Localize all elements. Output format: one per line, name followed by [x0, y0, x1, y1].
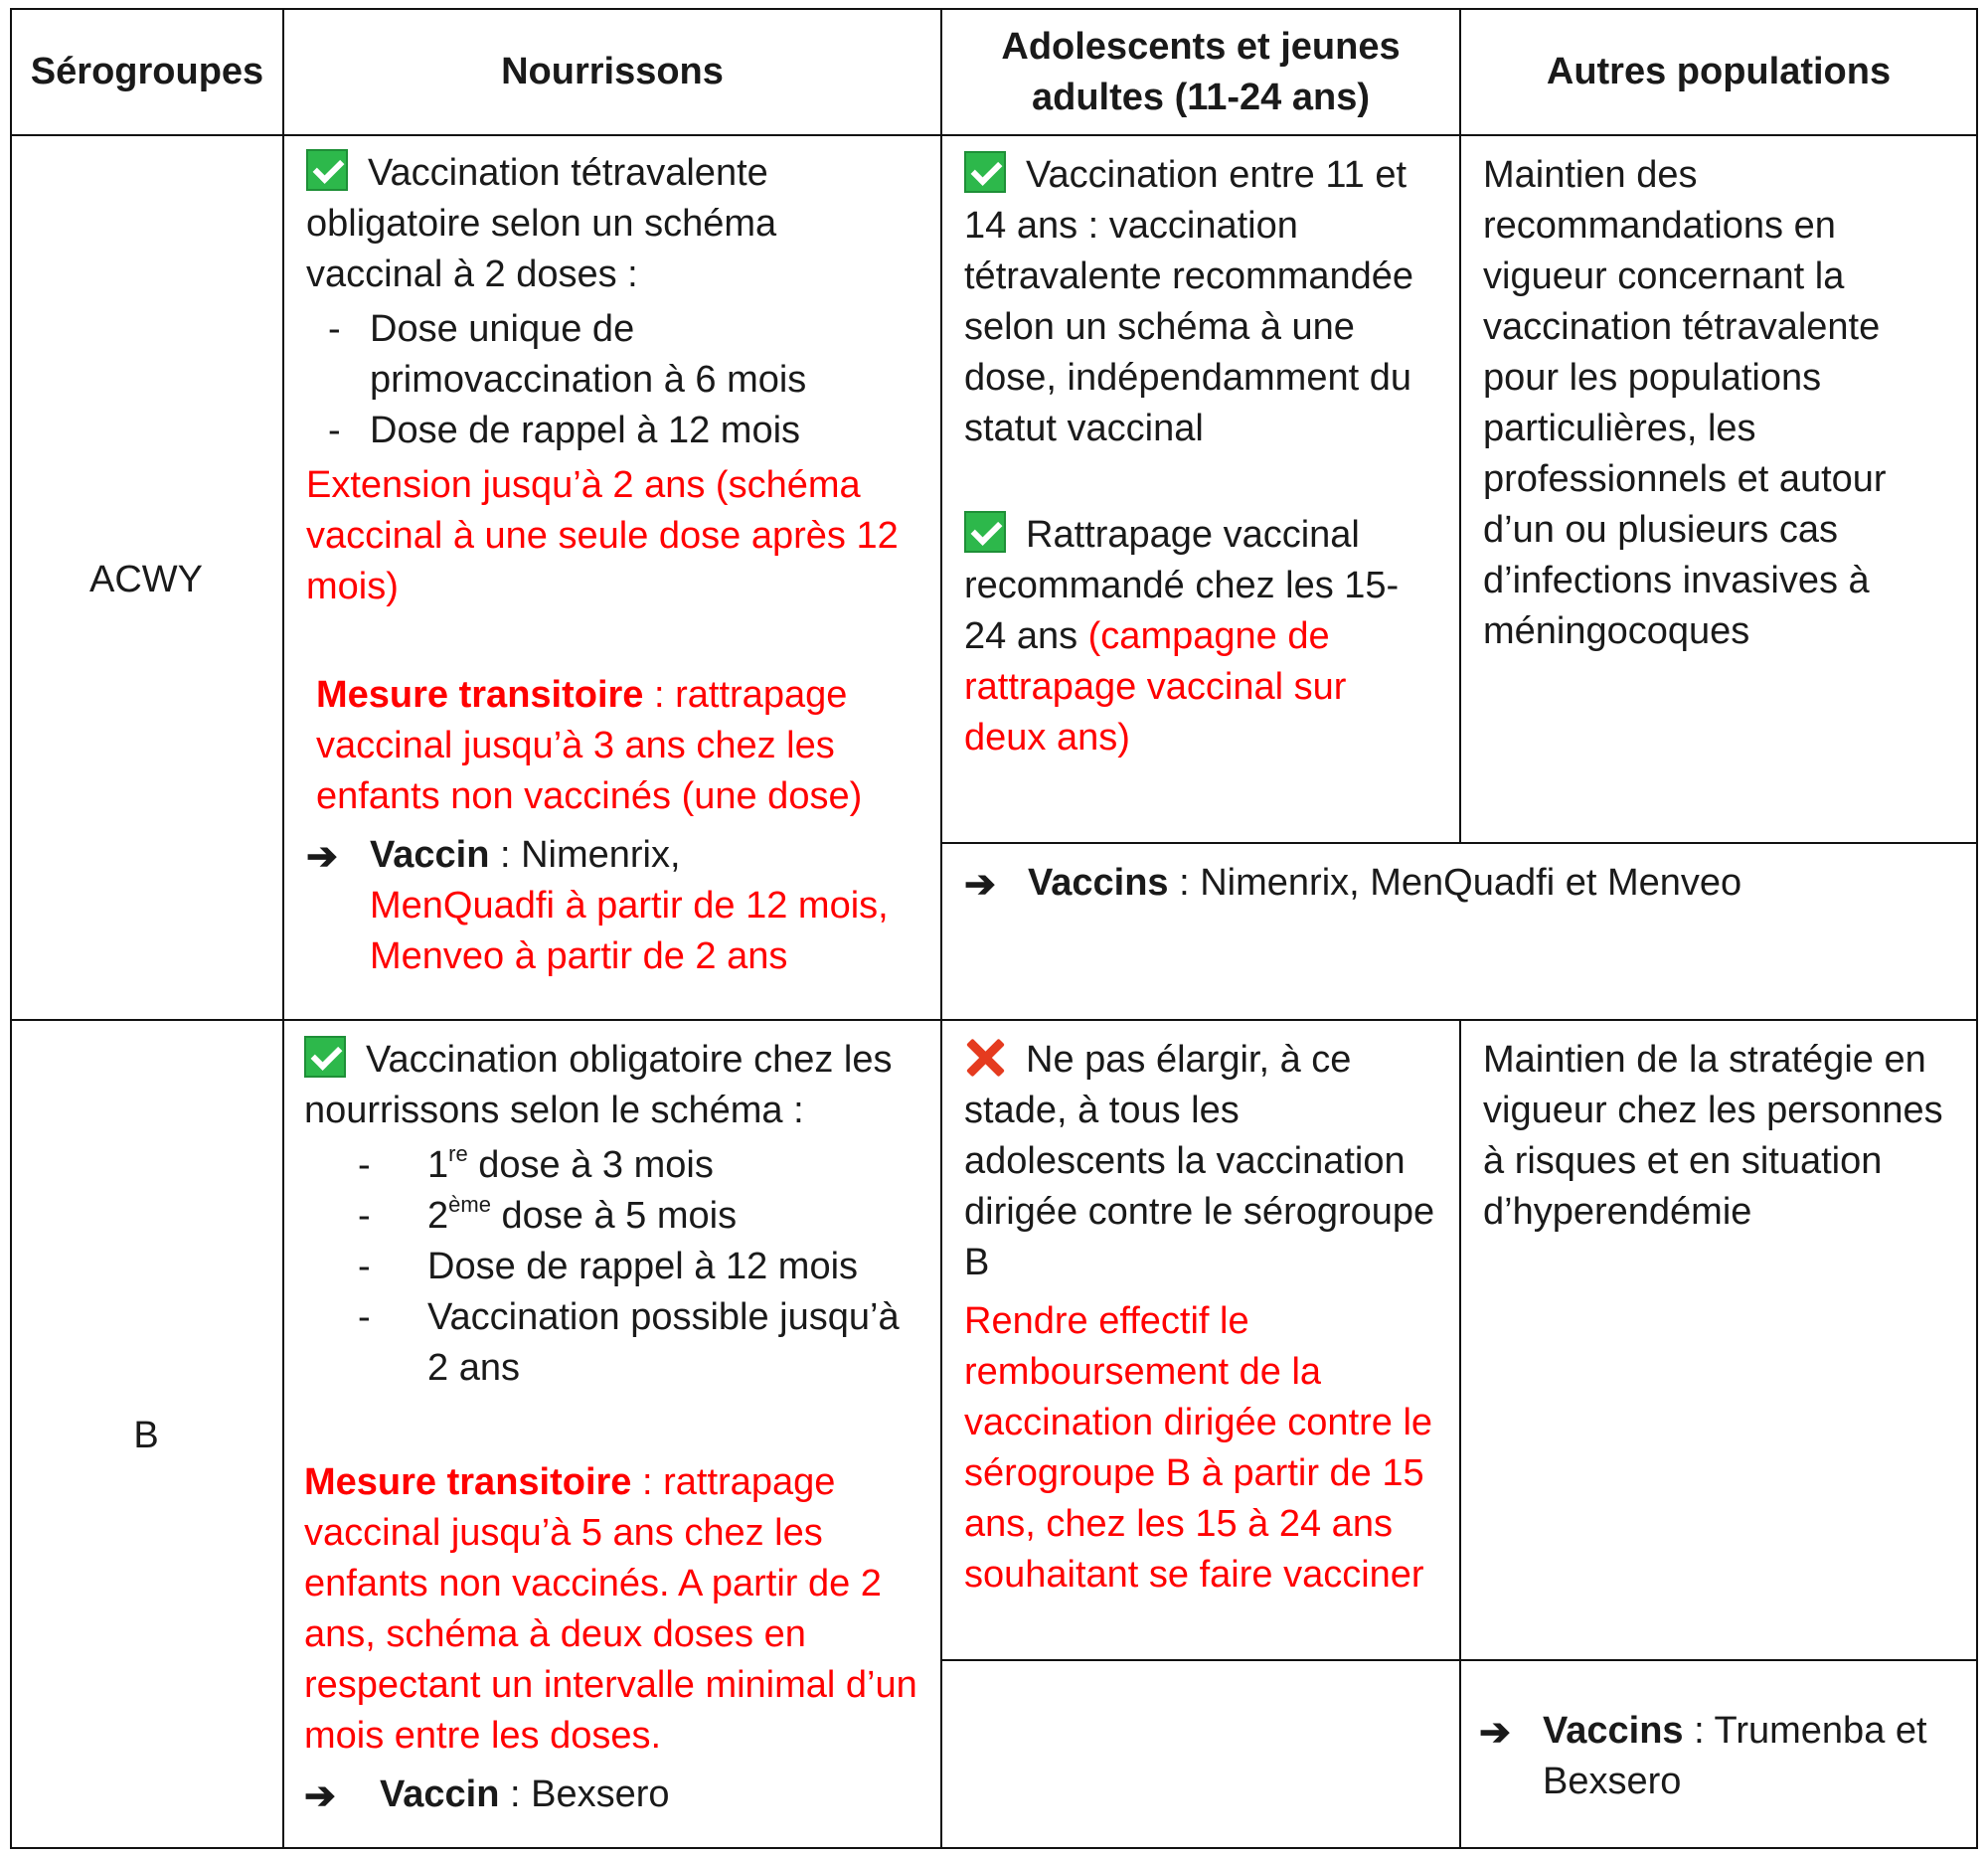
acwy-vaccins-cell: [941, 843, 1977, 1020]
vaccination-table: [10, 8, 1978, 1849]
list-item: - 2ème dose à 5 mois: [304, 1191, 930, 1242]
acwy-vaccins-line: ➔ Vaccins : Nimenrix, MenQuadfi et Menveo: [964, 858, 1952, 909]
acwy-vaccin-line: ➔ Vaccin : Nimenrix, MenQuadfi à partir de 12 mois, Menveo à partir de 2 ans: [306, 834, 889, 977]
b-vaccin-line: ➔ Vaccin : Bexsero: [304, 1770, 930, 1820]
acwy-nourrissons-intro: Vaccination tétravalente obligatoire selon un schéma vaccinal à 2 doses :: [306, 148, 916, 300]
arrow-right-icon: ➔: [1479, 1711, 1511, 1754]
check-box-icon: [964, 151, 1006, 193]
b-nourrissons-cell: [283, 1020, 941, 1848]
acwy-extension: Extension jusqu’à 2 ans (schéma vaccinal à une seule dose après 12 mois): [306, 464, 899, 607]
b-nourrissons-list: [304, 1140, 930, 1394]
list-item: - Dose de rappel à 12 mois: [304, 1242, 930, 1292]
header-nourrissons: Nourrissons: [283, 9, 941, 135]
b-autres-text: Maintien de la stratégie en vigueur chez les personnes à risques et en situation d’hyperendémie: [1483, 1039, 1943, 1233]
spacer: [304, 1398, 930, 1457]
spacer: [964, 454, 1435, 510]
acwy-mesure-transitoire: Mesure transitoire : rattrapage vaccinal jusqu’à 3 ans chez les enfants non vaccinés (une dose): [316, 674, 863, 817]
arrow-right-icon: ➔: [306, 836, 338, 878]
acwy-adolescents-cell: [941, 135, 1460, 843]
b-vaccins-empty-cell: [941, 1660, 1460, 1848]
acwy-autres-cell: [1460, 135, 1977, 843]
b-vaccins-cell: [1460, 1660, 1977, 1848]
table-row-acwy-main: [11, 135, 1977, 843]
list-item: - Dose de rappel à 12 mois: [306, 406, 916, 456]
acwy-nourrissons-list: [306, 304, 916, 456]
acwy-nourrissons-cell: [283, 135, 941, 1020]
b-nourrissons-intro: Vaccination obligatoire chez les nourrissons selon le schéma :: [304, 1035, 930, 1136]
table-row-b-main: [11, 1020, 1977, 1660]
header-serogroupes: Sérogroupes: [11, 9, 283, 135]
b-autres-cell: [1460, 1020, 1977, 1660]
serogroupe-b: B: [11, 1020, 283, 1848]
b-vaccins-line: ➔ Vaccins : Trumenba et Bexsero: [1479, 1709, 1927, 1802]
list-item: - 1re dose à 3 mois: [304, 1140, 930, 1191]
header-autres: Autres populations: [1460, 9, 1977, 135]
b-mesure-transitoire: Mesure transitoire : rattrapage vaccinal jusqu’à 5 ans chez les enfants non vaccinés. A partir de 2 ans, schéma à deux doses en respectant un intervalle minimal d’un mois entre les doses.: [304, 1461, 917, 1757]
serogroupe-acwy: ACWY: [11, 135, 283, 1020]
header-adolescents: Adolescents et jeunes adultes (11-24 ans): [941, 9, 1460, 135]
check-box-icon: [306, 149, 348, 191]
spacer: [306, 612, 916, 664]
acwy-adolescents-p2: Rattrapage vaccinal recommandé chez les 15-24 ans (campagne de rattrapage vaccinal sur deux ans): [964, 510, 1435, 763]
header-row: [11, 9, 1977, 135]
b-adolescents-p2: Rendre effectif le remboursement de la vaccination dirigée contre le sérogroupe B à partir de 15 ans, chez les 15 à 24 ans souhaitant se faire vacciner: [964, 1300, 1433, 1596]
arrow-right-icon: ➔: [304, 1775, 336, 1817]
check-box-icon: [964, 511, 1006, 553]
cross-icon: [964, 1036, 1006, 1078]
arrow-right-icon: ➔: [964, 864, 996, 906]
b-adolescents-p1: Ne pas élargir, à ce stade, à tous les adolescents la vaccination dirigée contre le sérogroupe B: [964, 1035, 1435, 1288]
list-item: - Vaccination possible jusqu’à 2 ans: [304, 1292, 930, 1394]
acwy-autres-text: Maintien des recommandations en vigueur concernant la vaccination tétravalente pour les populations particulières, les professionnels et autour d’un ou plusieurs cas d’infections invasives à méningocoques: [1483, 154, 1887, 652]
acwy-adolescents-p1: Vaccination entre 11 et 14 ans : vaccination tétravalente recommandée selon un schéma à une dose, indépendamment du statut vaccinal: [964, 150, 1435, 454]
b-adolescents-cell: [941, 1020, 1460, 1660]
check-box-icon: [304, 1036, 346, 1078]
list-item: - Dose unique de primovaccination à 6 mois: [306, 304, 916, 406]
